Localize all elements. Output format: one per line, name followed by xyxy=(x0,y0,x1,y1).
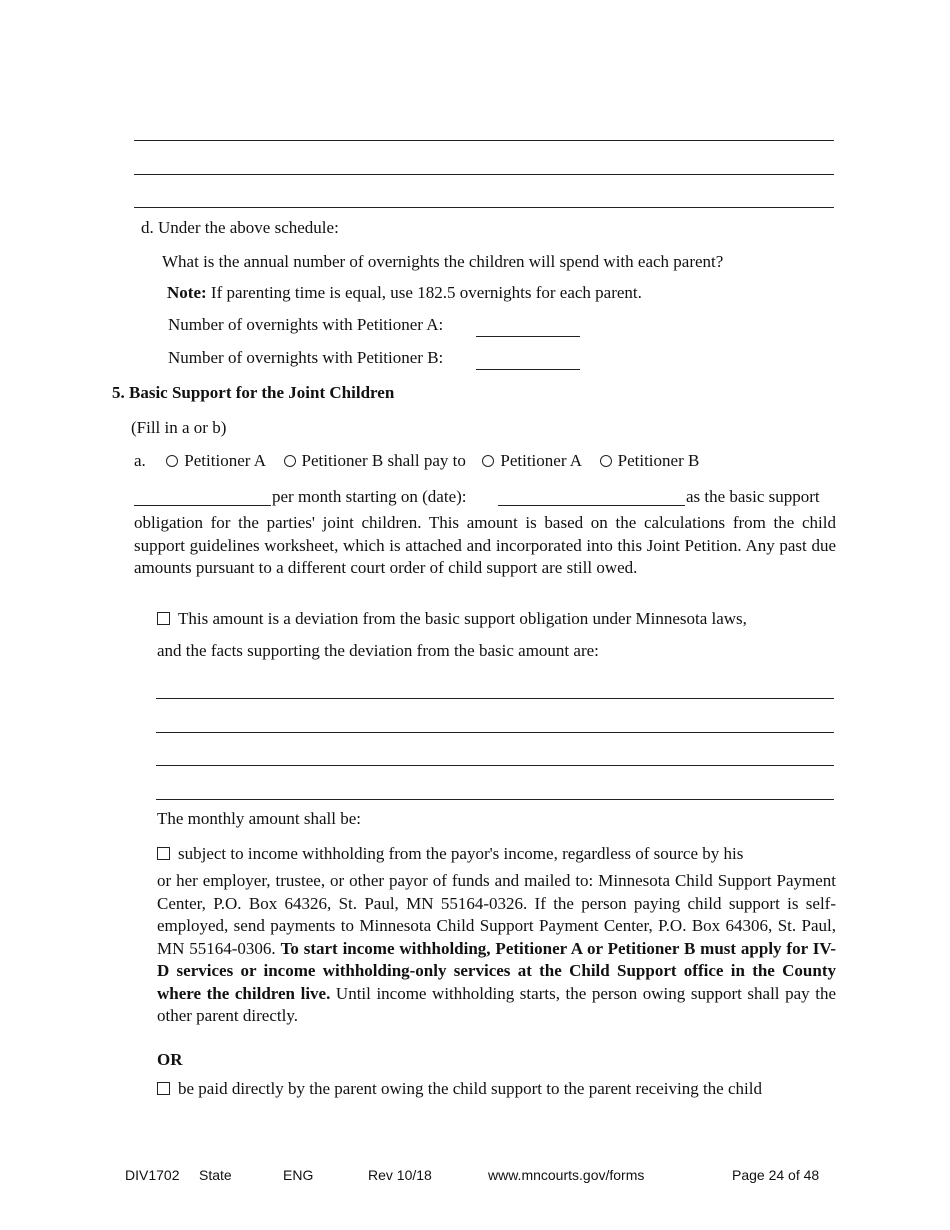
start-date-field[interactable] xyxy=(498,505,685,506)
deviation-line-1[interactable] xyxy=(156,698,834,699)
overnights-b-field[interactable] xyxy=(476,369,580,370)
footer-language: ENG xyxy=(283,1167,314,1183)
direct-checkbox[interactable] xyxy=(157,1082,170,1095)
footer-page: Page 24 of 48 xyxy=(732,1167,820,1183)
blank-line-3[interactable] xyxy=(134,207,834,208)
deviation-line-4[interactable] xyxy=(156,799,834,800)
radio-icon xyxy=(284,455,296,467)
withholding-plain: or her employer, trustee, or other payor of funds and mailed to: Minnesota Child Support Payment Center, P.O. Box 64326, St. Paul, MN 55164-0326. If the person paying child support is self-employed, send payments to Minnesota Child Support Payment Center, P.O. Box 64306, St. Paul, MN 55164-0306. xyxy=(157,871,836,958)
obligation-paragraph: obligation for the parties' joint children. This amount is based on the calculations from the child support guidelines worksheet, which is attached and incorporated into this Joint Petition. Any past due amounts pursuant to a different court order of child support are still owed. xyxy=(134,513,836,577)
payer-row xyxy=(134,451,699,471)
per-month-text: per month starting on (date): xyxy=(272,487,467,506)
or-text: OR xyxy=(157,1050,183,1069)
radio-icon xyxy=(166,455,178,467)
withholding-paragraph xyxy=(157,870,836,1028)
withholding-checkbox-label: subject to income withholding from the payor's income, regardless of source by his xyxy=(178,844,744,863)
option-a-label: a. xyxy=(134,451,146,470)
note-text: If parenting time is equal, use 182.5 overnights for each parent. xyxy=(206,283,642,302)
withholding-checkbox-row[interactable] xyxy=(157,844,743,864)
withholding-checkbox[interactable] xyxy=(157,847,170,860)
deviation-line-2[interactable] xyxy=(156,732,834,733)
withholding-bold: To start income withholding, Petitioner A or Petitioner B must apply for IV-D services or income withholding-only services at the Child Support office in the County where the children live. xyxy=(157,938,836,1003)
payer-b-radio[interactable]: Petitioner B shall pay to xyxy=(284,451,466,470)
deviation-checkbox[interactable] xyxy=(157,612,170,625)
direct-checkbox-label: be paid directly by the parent owing the child support to the parent receiving the child xyxy=(178,1079,762,1098)
note-line xyxy=(167,283,642,303)
section-d-label: d. Under the above schedule: xyxy=(141,218,339,237)
payer-a-radio[interactable]: Petitioner A xyxy=(166,451,265,470)
footer-form-id: DIV1702 xyxy=(125,1167,180,1183)
section-5-heading: 5. Basic Support for the Joint Children xyxy=(112,383,395,402)
overnights-b-label: Number of overnights with Petitioner B: xyxy=(168,348,444,367)
withholding-end: Until income withholding starts, the person owing support shall pay the other parent directly. xyxy=(157,983,836,1025)
note-label: Note: xyxy=(167,283,207,302)
radio-icon xyxy=(482,455,494,467)
overnights-a-field[interactable] xyxy=(476,336,580,337)
footer-jurisdiction: State xyxy=(199,1167,232,1183)
blank-line-2[interactable] xyxy=(134,174,834,175)
footer-revision: Rev 10/18 xyxy=(368,1167,432,1183)
radio-icon xyxy=(600,455,612,467)
blank-line-1[interactable] xyxy=(134,140,834,141)
deviation-checkbox-row[interactable] xyxy=(157,609,747,629)
amount-field[interactable] xyxy=(134,505,271,506)
monthly-amount-text: The monthly amount shall be: xyxy=(157,809,361,828)
footer-url: www.mncourts.gov/forms xyxy=(488,1167,645,1183)
direct-checkbox-row[interactable] xyxy=(157,1079,762,1099)
overnights-question: What is the annual number of overnights the children will spend with each parent? xyxy=(162,252,724,271)
deviation-line-3[interactable] xyxy=(156,765,834,766)
payee-b-radio[interactable]: Petitioner B xyxy=(600,451,700,470)
deviation-facts-text: and the facts supporting the deviation from the basic amount are: xyxy=(157,641,599,660)
as-basic-text: as the basic support xyxy=(686,487,820,506)
payee-a-radio[interactable]: Petitioner A xyxy=(482,451,581,470)
overnights-a-label: Number of overnights with Petitioner A: xyxy=(168,315,444,334)
deviation-checkbox-label: This amount is a deviation from the basic support obligation under Minnesota laws, xyxy=(178,609,747,628)
section-5-instruction: (Fill in a or b) xyxy=(131,418,227,437)
